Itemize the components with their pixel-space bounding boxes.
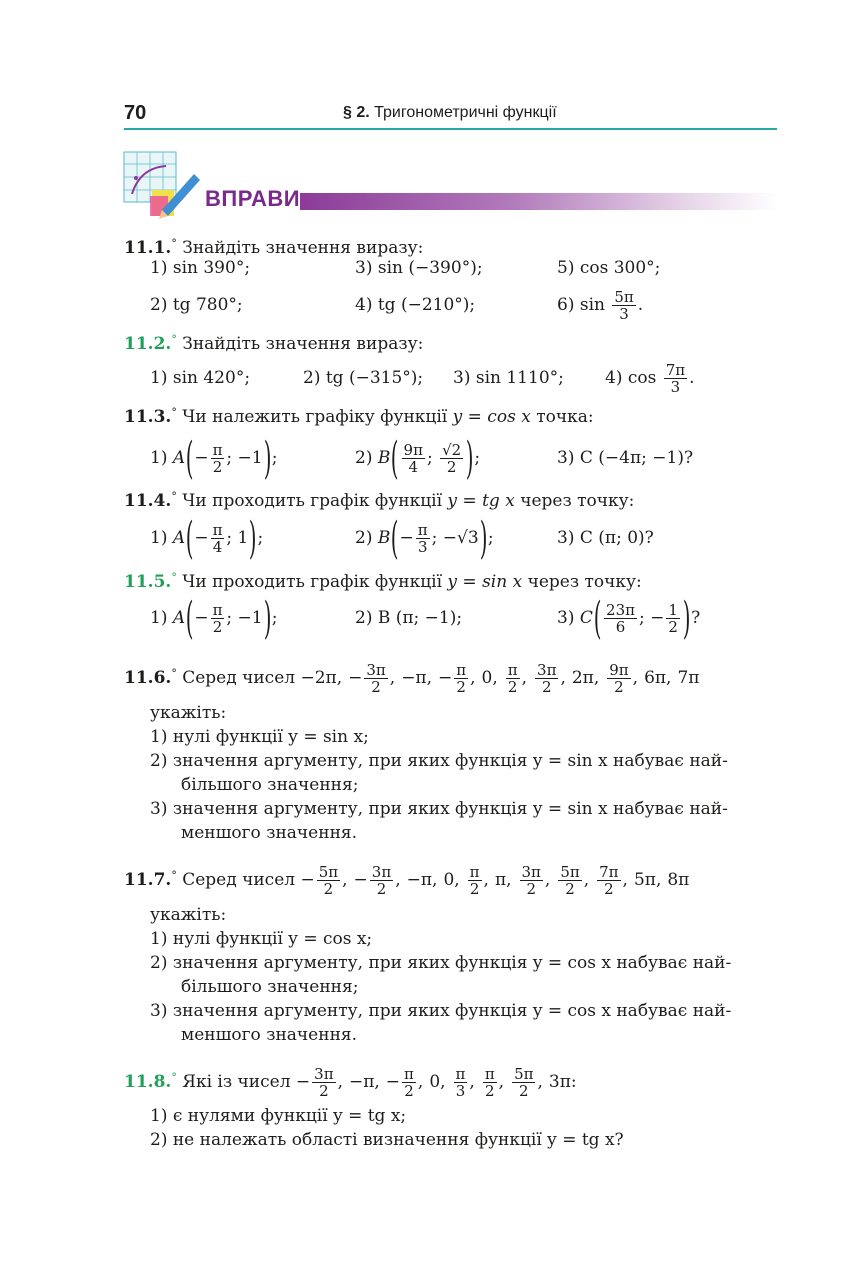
ex-11-3-point-b: 2) B( $\frac{9\pi}{4}$ ; $\frac{√2}{2}$ ); xyxy=(355,432,481,484)
ex-11-6-item: 1) нулі функції y = sin x; xyxy=(150,727,369,747)
ex-11-4-heading: 11.4.° Чи проходить графік функції y = tg x через точку: xyxy=(124,490,635,511)
ex-11-4-point-c: 3) C (π; 0)? xyxy=(557,528,654,548)
number-item: $\frac{\pi}{3}$ , xyxy=(455,1065,475,1100)
number-item: $\frac{3\pi}{2}$ , xyxy=(537,661,566,696)
number-item: $\frac{\pi}{2}$ , xyxy=(507,661,528,696)
fraction: $\frac{7\pi}{3}$ xyxy=(665,361,686,396)
number-item: − $\frac{\pi}{2}$ , xyxy=(438,661,476,696)
fraction: $\frac{3\pi}{2}$ xyxy=(314,1065,334,1100)
number-item: − $\frac{\pi}{2}$ , xyxy=(385,1065,424,1100)
running-header xyxy=(343,104,557,122)
number-item: $\frac{5\pi}{2}$ , xyxy=(560,863,590,898)
ex-11-8-heading: 11.8.° Які із чисел − $\frac{3\pi}{2}$ , −π, − $\frac{\pi}{2}$ , 0, $\frac{\pi}{3}$ , $\frac{\pi}{2}$ , $\frac{5\pi}{2}$ , 3π: xyxy=(124,1056,583,1104)
ex-11-1-item: 6) sin $\frac{5\pi}{3}$ . xyxy=(557,288,644,323)
ex-11-4-point-a: 1) A(− $\frac{\pi}{4}$ ; 1); xyxy=(150,512,264,564)
number-item: − $\frac{5\pi}{2}$ , xyxy=(300,863,348,898)
number-item: 0, xyxy=(429,1072,446,1092)
ex-11-1-item: 5) cos 300°; xyxy=(557,258,661,278)
number-item: 3π: xyxy=(548,1072,577,1092)
number-item: 0, xyxy=(481,668,498,688)
ex-11-6-item-cont: меншого значення. xyxy=(181,823,358,843)
number-item: 7π xyxy=(677,668,700,688)
ex-11-8-item: 1) є нулями функції y = tg x; xyxy=(150,1106,407,1126)
number-item: 2π, xyxy=(571,668,600,688)
number-item: π, xyxy=(494,870,512,890)
number-item: −2π, xyxy=(300,668,343,688)
fraction: $\frac{\pi}{2}$ xyxy=(469,863,480,898)
ex-11-2-item: 4) cos $\frac{7\pi}{3}$ . xyxy=(605,361,695,396)
number-item: −π, xyxy=(401,668,433,688)
number-item: 8π xyxy=(667,870,690,890)
ex-11-5-point-a: 1) A(− $\frac{\pi}{2}$ ; −1); xyxy=(150,592,278,644)
fraction: $\frac{3\pi}{2}$ xyxy=(537,661,557,696)
number-item: 0, xyxy=(443,870,460,890)
banner-gradient-bar xyxy=(300,193,778,210)
fraction: $\frac{9\pi}{2}$ xyxy=(609,661,629,696)
fraction: $\frac{5\pi}{2}$ xyxy=(560,863,580,898)
ex-11-1-item: 4) tg (−210°); xyxy=(355,295,476,315)
ex-11-4-point-b: 2) B(− $\frac{\pi}{3}$ ; −√3); xyxy=(355,512,494,564)
fraction: $\frac{7\pi}{2}$ xyxy=(599,863,619,898)
number-item: $\frac{\pi}{2}$ , xyxy=(469,863,489,898)
number-item: $\frac{3\pi}{2}$ , xyxy=(521,863,551,898)
number-item: − $\frac{3\pi}{2}$ , xyxy=(353,863,401,898)
ex-11-7-item: 2) значення аргументу, при яких функція y = cos x набуває най- xyxy=(150,953,732,973)
ex-11-1-item: 3) sin (−390°); xyxy=(355,258,483,278)
fraction: $\frac{\pi}{2}$ xyxy=(456,661,467,696)
fraction: $\frac{3\pi}{2}$ xyxy=(366,661,386,696)
ex-11-5-point-c: 3) C( $\frac{23\pi}{6}$ ; − $\frac{1}{2}$ )? xyxy=(557,592,701,644)
ex-11-2-heading: 11.2.° Знайдіть значення виразу: xyxy=(124,333,424,354)
pencil-graph-icon xyxy=(122,150,202,222)
ex-11-3-heading: 11.3.° Чи належить графіку функції y = cos x точка: xyxy=(124,406,594,427)
number-item: 5π, xyxy=(633,870,662,890)
ex-11-7-item: 3) значення аргументу, при яких функція y = cos x набуває най- xyxy=(150,1001,732,1021)
ex-11-7-heading: 11.7.° Серед чисел − $\frac{5\pi}{2}$ , − $\frac{3\pi}{2}$ , −π, 0, $\frac{\pi}{2}$ , π, $\frac{3\pi}{2}$ , $\frac{5\pi}{2}$ , $\frac{7\pi}{2}$ , 5π, 8π xyxy=(124,854,695,902)
ex-11-6-item-cont: більшого значення; xyxy=(181,775,359,795)
fraction: $\frac{\pi}{2}$ xyxy=(404,1065,414,1100)
fraction: $\frac{5\pi}{2}$ xyxy=(514,1065,534,1100)
ex-11-7-item: 1) нулі функції y = cos x; xyxy=(150,929,373,949)
number-item: − $\frac{3\pi}{2}$ , xyxy=(295,1065,343,1100)
number-item: $\frac{9\pi}{2}$ , xyxy=(609,661,639,696)
exercises-title: ВПРАВИ xyxy=(205,186,301,211)
number-item: $\frac{5\pi}{2}$ , xyxy=(514,1065,543,1100)
section-mark: § 2. xyxy=(343,104,370,121)
ex-11-2-item: 2) tg (−315°); xyxy=(303,368,424,388)
ex-11-5-heading: 11.5.° Чи проходить графік функції y = sin x через точку: xyxy=(124,571,642,592)
section-title: Тригонометричні функції xyxy=(374,104,557,121)
ex-11-1-heading: 11.1.° Знайдіть значення виразу: xyxy=(124,237,424,258)
fraction: $\frac{\pi}{2}$ xyxy=(484,1065,495,1100)
number-item: −π, xyxy=(348,1072,380,1092)
ex-11-2-item: 1) sin 420°; xyxy=(150,368,251,388)
page-number: 70 xyxy=(124,102,147,124)
ex-11-5-point-b: 2) B (π; −1); xyxy=(355,608,463,628)
ex-11-1-item: 1) sin 390°; xyxy=(150,258,251,278)
fraction: $\frac{\pi}{2}$ xyxy=(507,661,518,696)
ex-11-3-point-a: 1) A(− $\frac{\pi}{2}$ ; −1); xyxy=(150,432,278,484)
ex-11-7-item-cont: більшого значення; xyxy=(181,977,359,997)
fraction: $\frac{3\pi}{2}$ xyxy=(521,863,541,898)
ex-11-7-item-cont: меншого значення. xyxy=(181,1025,358,1045)
ex-11-6-heading: 11.6.° Серед чисел −2π, − $\frac{3\pi}{2}$ , −π, − $\frac{\pi}{2}$ , 0, $\frac{\pi}{2}$ , $\frac{3\pi}{2}$ , 2π, $\frac{9\pi}{2}$ , 6π, 7π xyxy=(124,652,705,700)
ex-11-1-item: 2) tg 780°; xyxy=(150,295,243,315)
number-item: −π, xyxy=(406,870,438,890)
fraction: $\frac{5\pi}{3}$ xyxy=(614,288,634,323)
number-item: 6π, xyxy=(644,668,672,688)
ex-11-7-intro: укажіть: xyxy=(150,905,227,925)
ex-11-6-item: 3) значення аргументу, при яких функція y = sin x набуває най- xyxy=(150,799,728,819)
fraction: $\frac{\pi}{3}$ xyxy=(455,1065,466,1100)
ex-11-8-item: 2) не належать області визначення функції y = tg x? xyxy=(150,1130,624,1150)
ex-11-3-point-c: 3) C (−4π; −1)? xyxy=(557,448,694,468)
number-item: − $\frac{3\pi}{2}$ , xyxy=(348,661,396,696)
ex-11-2-item: 3) sin 1110°; xyxy=(453,368,564,388)
fraction: $\frac{5\pi}{2}$ xyxy=(318,863,339,898)
ex-11-6-intro: укажіть: xyxy=(150,703,227,723)
header-rule xyxy=(124,128,777,130)
ex-11-6-item: 2) значення аргументу, при яких функція y = sin x набуває най- xyxy=(150,751,728,771)
number-item: $\frac{\pi}{2}$ , xyxy=(484,1065,505,1100)
fraction: $\frac{3\pi}{2}$ xyxy=(371,863,392,898)
number-item: $\frac{7\pi}{2}$ , xyxy=(599,863,628,898)
